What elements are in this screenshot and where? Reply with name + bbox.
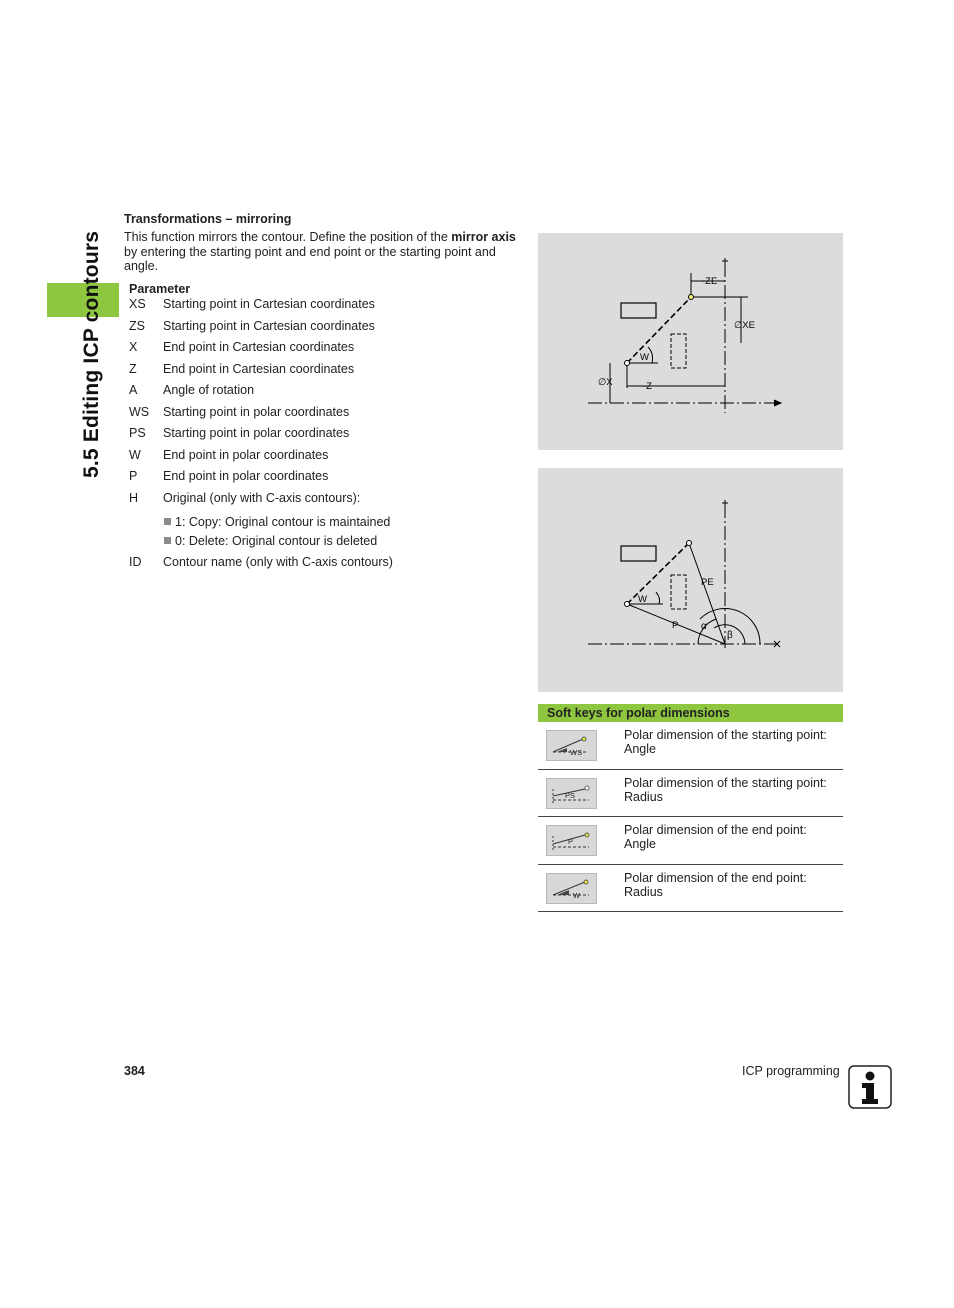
label-p: P [672,620,679,631]
mirror-cartesian-diagram [538,233,843,450]
softkey-row [538,722,843,770]
parameter-code: A [129,383,138,397]
polar-end-angle-icon [547,826,596,855]
softkey-label: WS [570,748,583,757]
parameter-code: XS [129,297,146,311]
softkey-description: Polar dimension of the starting point: Radius [624,775,827,804]
h-option-delete [164,534,377,548]
intro-text-1: This function mirrors the contour. Define the position of the [124,230,452,244]
polar-start-angle-icon [547,731,596,760]
parameter-code: WS [129,404,150,419]
intro-text-2: by entering the starting point and end point or the starting point and angle. [124,244,496,273]
parameter-desc: End point in Cartesian coordinates [163,340,355,354]
parameter-code: P [129,469,138,483]
label-beta: β [727,630,733,641]
softkeys-table-header [538,704,843,722]
parameter-code: ZS [129,318,145,333]
polar-start-angle-softkey[interactable] [546,730,597,761]
parameter-desc: Starting point in polar coordinates [163,404,350,419]
softkey-row [538,817,843,865]
softkey-row [538,770,843,818]
softkey-description: Polar dimension of the end point: Radius [624,870,807,899]
label-xe: ∅XE [734,320,755,331]
softkeys-header-label: Soft keys for polar dimensions [547,706,730,720]
softkey-label: PS [565,790,576,800]
parameter-code: W [129,447,141,462]
polar-start-radius-softkey[interactable] [546,778,597,809]
parameter-desc: End point in polar coordinates [163,447,329,462]
info-icon [848,1065,892,1109]
polar-end-radius-softkey[interactable] [546,873,597,904]
bullet-square-icon [164,537,171,544]
softkey-row [538,865,843,913]
parameter-code: PS [129,426,146,440]
softkey-label: P [568,837,574,846]
parameter-desc: Original (only with C-axis contours): [163,490,361,505]
bullet-square-icon [164,518,171,525]
label-z: -Z [643,381,652,392]
softkey-description: Polar dimension of the end point: Angle [624,823,807,851]
parameter-desc: End point in Cartesian coordinates [163,361,355,376]
page-number: 384 [124,1064,145,1078]
mirror-polar-drawing [538,468,843,692]
mirror-cartesian-drawing [538,233,843,450]
parameter-desc: Starting point in Cartesian coordinates [163,297,375,311]
parameter-desc: End point in polar coordinates [163,469,329,483]
softkey-label: W [573,890,581,900]
parameter-desc: Contour name (only with C-axis contours) [163,555,393,569]
h-option-text: 0: Delete: Original contour is deleted [175,534,378,548]
parameter-desc: Starting point in Cartesian coordinates [163,318,375,333]
parameter-code: H [129,490,139,505]
footer-chapter-label: ICP programming [742,1064,840,1078]
parameter-code: Z [129,361,137,376]
label-ze: -ZE [702,276,718,287]
mirror-polar-diagram [538,468,843,692]
intro-bold-term: mirror axis [451,230,516,244]
parameter-code: ID [129,555,142,569]
h-option-copy [164,515,390,529]
softkeys-table [538,722,843,912]
label-pe: PE [701,577,714,588]
label-alpha: α [701,621,707,632]
label-x: ∅X [598,377,613,388]
info-icon-graphic [848,1065,892,1109]
softkey-description: Polar dimension of the starting point: Angle [624,728,827,756]
section-title: Transformations – mirroring [124,212,292,226]
parameter-desc: Angle of rotation [163,383,255,397]
label-w: W [640,352,649,363]
parameter-desc: Starting point in polar coordinates [163,426,350,440]
chapter-section-title: 5.5 Editing ICP contours [80,230,103,478]
polar-end-angle-softkey[interactable] [546,825,597,856]
intro-paragraph [124,230,524,274]
polar-end-radius-icon [547,874,596,903]
label-w: W [638,594,647,605]
parameter-code: X [129,340,138,354]
polar-start-radius-icon [547,779,596,808]
parameter-heading: Parameter [129,282,191,296]
h-option-text: 1: Copy: Original contour is maintained [175,515,391,529]
